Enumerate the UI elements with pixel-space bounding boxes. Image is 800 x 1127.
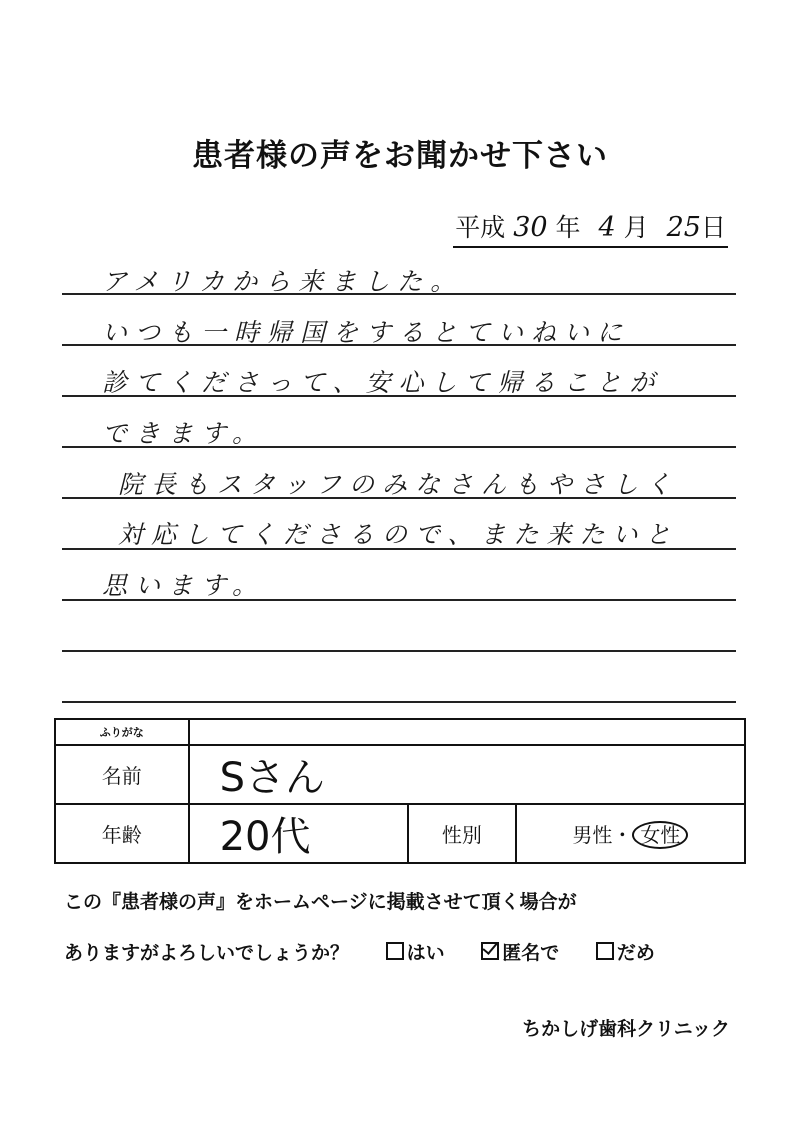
- date-year-unit: 年: [555, 213, 581, 242]
- checkbox-checked-icon[interactable]: [481, 942, 499, 960]
- ruled-line: [62, 701, 736, 703]
- consent-option-no[interactable]: [596, 942, 655, 964]
- ruled-line: [62, 395, 736, 397]
- gender-label: 性別: [408, 804, 516, 863]
- clinic-name: ちかしげ歯科クリニック: [522, 1018, 730, 1040]
- consent-option-yes[interactable]: [386, 942, 445, 964]
- ruled-line: [62, 548, 736, 550]
- date-day: 25: [666, 212, 701, 243]
- consent-option-anonymous-label: 匿名で: [502, 942, 560, 964]
- form-date: [453, 208, 728, 248]
- patient-info-table: [54, 718, 746, 864]
- ruled-line: [62, 344, 736, 346]
- gender-option-female[interactable]: 女性: [632, 821, 688, 849]
- gender-option-male[interactable]: 男性: [572, 823, 613, 847]
- checkbox-icon[interactable]: [386, 942, 404, 960]
- date-month-unit: 月: [623, 213, 649, 242]
- gender-field[interactable]: [516, 804, 745, 863]
- name-field[interactable]: Sさん: [189, 745, 745, 804]
- ruled-line: [62, 446, 736, 448]
- comment-line-7: 思います。: [102, 571, 266, 600]
- consent-option-no-label: だめ: [616, 942, 655, 964]
- furigana-field[interactable]: [189, 719, 745, 745]
- consent-row: [64, 938, 655, 965]
- date-day-unit: 日: [700, 213, 726, 242]
- age-row: [55, 804, 745, 863]
- gender-separator: ・: [612, 823, 633, 847]
- ruled-line: [62, 599, 736, 601]
- consent-text-line1: この『患者様の声』をホームページに掲載させて頂く場合が: [64, 891, 577, 913]
- consent-option-anonymous[interactable]: [481, 942, 559, 964]
- comment-line-6: 対応してくださるので、また来たいと: [118, 520, 679, 549]
- name-label: 名前: [55, 745, 189, 804]
- age-label: 年齢: [55, 804, 189, 863]
- comment-line-3: 診てくださって、安心して帰ることが: [102, 368, 663, 397]
- date-era: 平成: [455, 213, 506, 242]
- furigana-label: ふりがな: [55, 719, 189, 745]
- consent-option-yes-label: はい: [406, 942, 445, 964]
- age-field[interactable]: 20代: [189, 804, 408, 863]
- date-month: 4: [598, 212, 616, 243]
- page-title: 患者様の声をお聞かせ下さい: [192, 138, 608, 174]
- comment-line-5: 院長もスタッフのみなさんもやさしく: [118, 470, 680, 499]
- comment-line-4: できます。: [102, 419, 266, 448]
- date-year: 30: [513, 212, 548, 243]
- furigana-row: [55, 719, 745, 745]
- ruled-line: [62, 650, 736, 652]
- ruled-line: [62, 293, 736, 295]
- consent-text-line2: ありますがよろしいでしょうか？: [64, 942, 350, 964]
- comment-line-2: いつも一時帰国をするとていねいに: [102, 318, 631, 347]
- checkbox-icon[interactable]: [596, 942, 614, 960]
- comment-line-1: アメリカから来ました。: [102, 267, 464, 296]
- name-row: [55, 745, 745, 804]
- ruled-line: [62, 497, 736, 499]
